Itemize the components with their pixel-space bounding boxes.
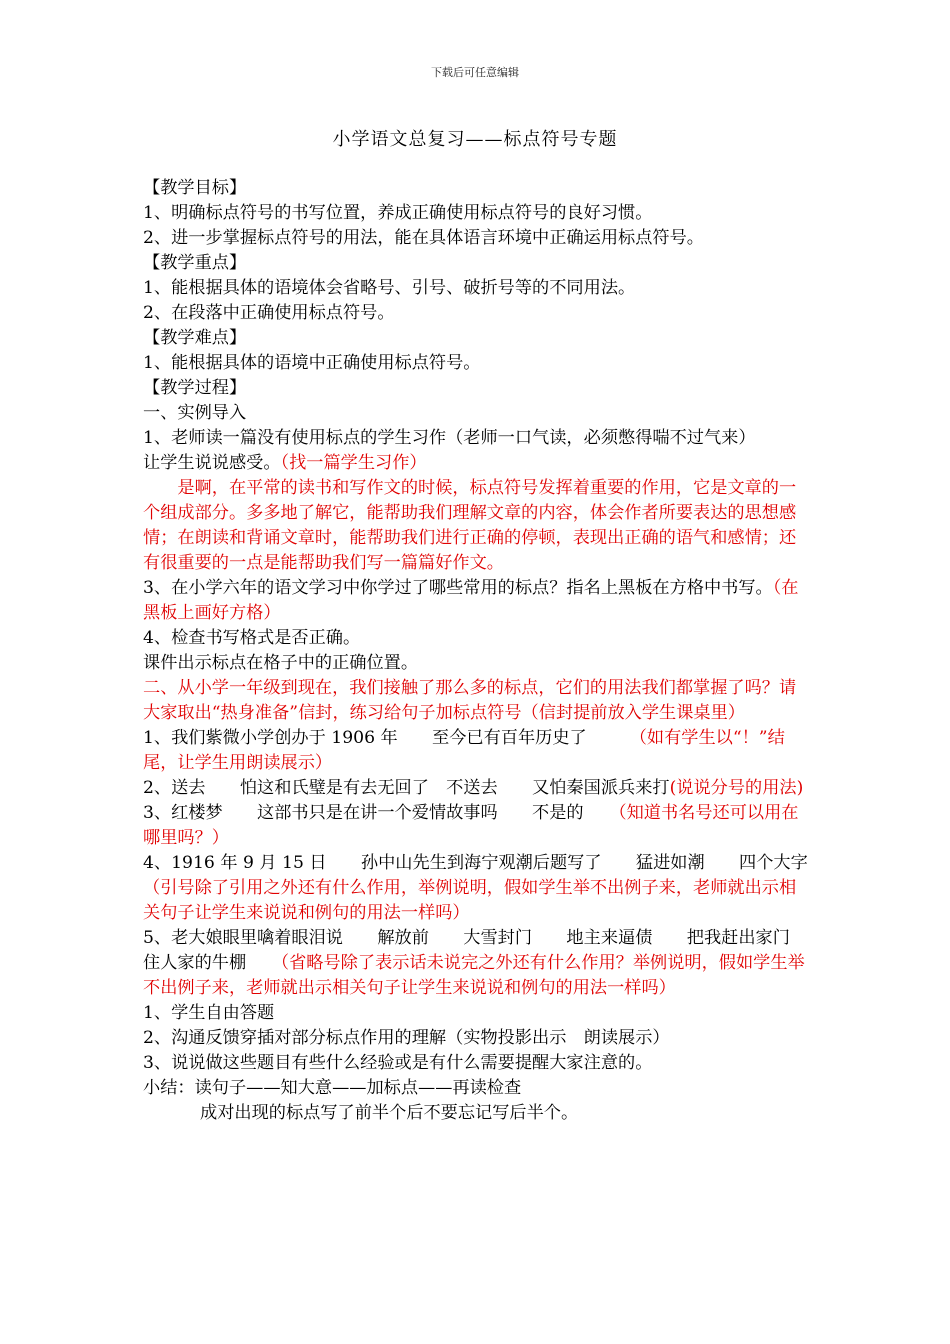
body-text: 4、1916 年 9 月 15 日 孙中山先生到海宁观潮后题写了 猛进如潮 四个大字 (143, 853, 808, 873)
paragraph (143, 626, 811, 651)
teacher-note-text: 是啊，在平常的读书和写作文的时候，标点符号发挥着重要的作用，它是文章的一个组成部分。多多地了解它，能帮助我们理解文章的内容，体会作者所要表达的思想感情；在朗读和背诵文章时，能帮助我们进行正确的停顿，表现出正确的语气和感情；还有很重要的一点是能帮助我们写一篇篇好作文。 (143, 478, 797, 573)
teacher-note-text: （找一篇学生习作） (280, 453, 427, 473)
paragraph (143, 1101, 811, 1126)
document-title: 小学语文总复习——标点符号专题 (332, 129, 618, 150)
teacher-note-text: （省略号除了表示话未说完之外还有什么作用？举例说明，假如学生举不出例子来，老师就出示相关句子让学生来说说和例句的用法一样吗） (143, 953, 805, 998)
body-text: 4、检查书写格式是否正确。 (143, 628, 361, 648)
body-text: 2、在段落中正确使用标点符号。 (143, 303, 395, 323)
teacher-note-text: (说说分号的用法) (669, 778, 804, 798)
paragraph (143, 201, 811, 226)
body-text: 【教学目标】 (143, 178, 247, 198)
paragraph (143, 1051, 811, 1076)
paragraph (143, 426, 811, 451)
body-text: 【教学难点】 (143, 328, 247, 348)
paragraph (143, 476, 811, 576)
paragraph (143, 776, 811, 801)
body-text: 1、能根据具体的语境体会省略号、引号、破折号等的不同用法。 (143, 278, 636, 298)
paragraph (143, 226, 811, 251)
paragraph (143, 376, 811, 401)
document-body (143, 176, 825, 1126)
paragraph (143, 176, 811, 201)
teacher-note-text: （知道书名号还可以用在哪里吗？） (143, 803, 799, 848)
paragraph (143, 326, 811, 351)
body-text: 1、能根据具体的语境中正确使用标点符号。 (143, 353, 481, 373)
paragraph (143, 926, 825, 1001)
body-text: 成对出现的标点写了前半个后不要忘记写后半个。 (200, 1103, 579, 1123)
teacher-note-text: 二、从小学一年级到现在，我们接触了那么多的标点，它们的用法我们都掌握了吗？请大家取出“热身准备”信封，练习给句子加标点符号（信封提前放入学生课桌里） (143, 678, 797, 723)
paragraph (143, 276, 811, 301)
body-text: 【教学重点】 (143, 253, 247, 273)
body-text: 课件出示标点在格子中的正确位置。 (143, 653, 419, 673)
body-text: 【教学过程】 (143, 378, 247, 398)
body-text: 3、在小学六年的语文学习中你学过了哪些常用的标点？指名上黑板在方格中书写。 (143, 578, 773, 598)
teacher-note-text: （如有学生以“！”结尾，让学生用朗读展示） (143, 728, 785, 773)
paragraph (143, 251, 811, 276)
body-text: 1、明确标点符号的书写位置，养成正确使用标点符号的良好习惯。 (143, 203, 653, 223)
teacher-note-text: （在黑板上画好方格） (143, 578, 799, 623)
paragraph (143, 351, 811, 376)
paragraph (143, 301, 811, 326)
body-text: 1、我们紫微小学创办于 1906 年 至今已有百年历史了 (143, 728, 639, 748)
body-text: 3、红楼梦 这部书只是在讲一个爱情故事吗 不是的 (143, 803, 619, 823)
paragraph (143, 576, 811, 626)
body-text: 5、老大娘眼里噙着眼泪说 解放前 大雪封门 地主来逼债 把我赶出家门 住人家的牛棚 (143, 928, 825, 973)
body-text: 2、送去 怕这和氏璧是有去无回了 不送去 又怕秦国派兵来打 (143, 778, 670, 798)
paragraph (143, 1076, 811, 1101)
body-text: 让学生说说感受。 (143, 453, 281, 473)
body-text: 2、沟通反馈穿插对部分标点作用的理解（实物投影出示 朗读展示） (143, 1028, 670, 1048)
body-text: 小结：读句子——知大意——加标点——再读检查 (143, 1078, 522, 1098)
body-text: 2、进一步掌握标点符号的用法，能在具体语言环境中正确运用标点符号。 (143, 228, 704, 248)
paragraph (143, 451, 811, 476)
paragraph (143, 1026, 811, 1051)
body-text: 一、实例导入 (143, 403, 247, 423)
body-text: 1、老师读一篇没有使用标点的学生习作（老师一口气读，必须憋得喘不过气来） (143, 428, 756, 448)
body-text: 3、说说做这些题目有些什么经验或是有什么需要提醒大家注意的。 (143, 1053, 653, 1073)
paragraph (143, 676, 811, 726)
teacher-note-text: （引号除了引用之外还有什么作用，举例说明，假如学生举不出例子来，老师就出示相关句子让学生来说说和例句的用法一样吗） (143, 878, 797, 923)
body-text: 1、学生自由答题 (143, 1003, 275, 1023)
page-header: 下载后可任意编辑 (431, 66, 519, 79)
paragraph (143, 801, 811, 851)
paragraph (143, 851, 811, 926)
paragraph (143, 1001, 811, 1026)
paragraph (143, 726, 811, 776)
paragraph (143, 401, 811, 426)
paragraph (143, 651, 811, 676)
